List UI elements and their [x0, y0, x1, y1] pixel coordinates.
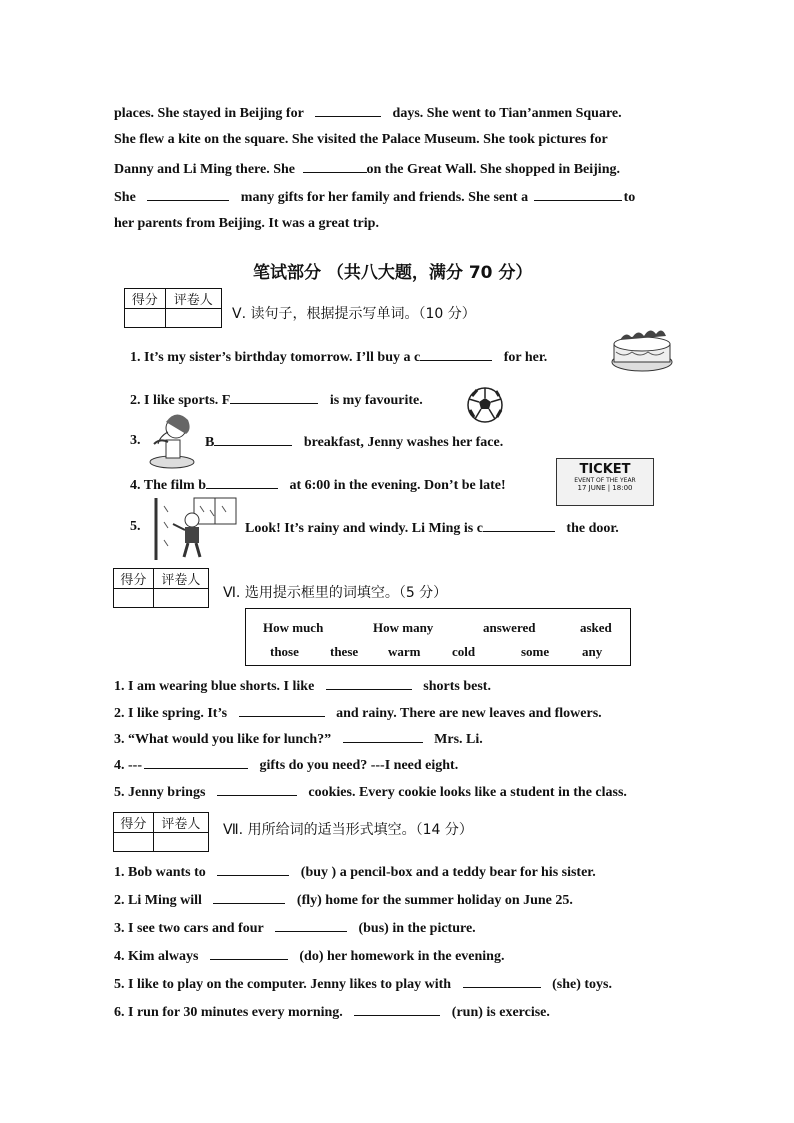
answer-blank[interactable] — [275, 919, 347, 932]
grader-label: 评卷人 — [153, 813, 208, 833]
ticket-date: 17 JUNE | 18:00 — [577, 484, 633, 492]
word-option: How much — [263, 620, 324, 635]
answer-blank[interactable] — [483, 519, 555, 532]
sec7-question-4: 4. Kim always (do) her homework in the evening. — [114, 949, 505, 964]
section-7-title: Ⅶ. 用所给词的适当形式填空。（14 分） — [223, 822, 473, 838]
answer-blank[interactable] — [239, 704, 325, 717]
section-6-title: Ⅵ. 选用提示框里的词填空。（5 分） — [223, 585, 448, 601]
sec7-question-5: 5. I like to play on the computer. Jenny likes to play with (she) toys. — [114, 977, 612, 992]
passage-line-5: her parents from Beijing. It was a great trip. — [114, 216, 379, 231]
answer-blank[interactable] — [213, 891, 285, 904]
sec7-question-3: 3. I see two cars and four (bus) in the picture. — [114, 921, 476, 936]
word-option: How many — [373, 620, 434, 635]
answer-blank[interactable] — [210, 947, 288, 960]
word-option: asked — [580, 620, 612, 635]
soccer-ball-icon — [466, 386, 504, 424]
grader-label: 评卷人 — [165, 289, 221, 309]
grader-cell[interactable] — [153, 589, 208, 608]
sec5-question-2: 2. I like sports. F is my favourite. — [130, 393, 423, 408]
score-box — [113, 812, 209, 852]
score-cell[interactable] — [114, 833, 154, 852]
sec5-question-5-text: Look! It’s rainy and windy. Li Ming is c the door. — [245, 521, 619, 536]
sec6-question-2: 2. I like spring. It’s and rainy. There are new leaves and flowers. — [114, 706, 602, 721]
passage-line-1: places. She stayed in Beijing for days. She went to Tian’anmen Square. — [114, 106, 622, 121]
answer-blank[interactable] — [230, 391, 318, 404]
passage-line-4: She many gifts for her family and friends. She sent a to — [114, 190, 636, 205]
word-option: any — [582, 644, 603, 659]
birthday-cake-icon — [610, 322, 674, 374]
sec7-question-2: 2. Li Ming will (fly) home for the summer holiday on June 25. — [114, 893, 573, 908]
answer-blank[interactable] — [343, 730, 423, 743]
sec5-question-4: 4. The film b at 6:00 in the evening. Don’t be late! — [130, 478, 506, 493]
answer-blank[interactable] — [534, 188, 622, 201]
grader-cell[interactable] — [153, 833, 208, 852]
grader-label: 评卷人 — [153, 569, 208, 589]
score-box — [124, 288, 222, 328]
ticket-title: TICKET — [579, 462, 631, 477]
answer-blank[interactable] — [206, 476, 278, 489]
score-label: 得分 — [114, 813, 154, 833]
score-label: 得分 — [114, 569, 154, 589]
answer-blank[interactable] — [144, 756, 248, 769]
score-label: 得分 — [125, 289, 166, 309]
passage-line-2: She flew a kite on the square. She visited the Palace Museum. She took pictures for — [114, 132, 608, 147]
grader-cell[interactable] — [165, 309, 221, 328]
answer-blank[interactable] — [147, 188, 229, 201]
word-option: these — [330, 644, 359, 659]
sec5-question-3: 3. — [130, 433, 141, 448]
answer-blank[interactable] — [303, 160, 367, 173]
answer-blank[interactable] — [217, 783, 297, 796]
answer-blank[interactable] — [326, 677, 412, 690]
sec6-question-5: 5. Jenny brings cookies. Every cookie looks like a student in the class. — [114, 785, 627, 800]
answer-blank[interactable] — [315, 104, 381, 117]
answer-blank[interactable] — [217, 863, 289, 876]
word-option: those — [270, 644, 299, 659]
sec7-question-1: 1. Bob wants to (buy ) a pencil-box and a teddy bear for his sister. — [114, 865, 596, 880]
score-cell[interactable] — [125, 309, 166, 328]
boy-closing-door-icon — [150, 496, 240, 562]
word-option: answered — [483, 620, 536, 635]
word-bank-box — [245, 608, 631, 666]
answer-blank[interactable] — [214, 433, 292, 446]
answer-blank[interactable] — [354, 1003, 440, 1016]
answer-blank[interactable] — [463, 975, 541, 988]
sec5-question-5: 5. — [130, 519, 141, 534]
answer-blank[interactable] — [420, 348, 492, 361]
sec6-question-3: 3. “What would you like for lunch?” Mrs. Li. — [114, 732, 483, 747]
sec6-question-1: 1. I am wearing blue shorts. I like shorts best. — [114, 679, 491, 694]
score-cell[interactable] — [114, 589, 154, 608]
girl-washing-face-icon — [146, 410, 196, 472]
passage-line-3: Danny and Li Ming there. She on the Great Wall. She shopped in Beijing. — [114, 162, 620, 177]
sec6-question-4: 4. --- gifts do you need? ---I need eight. — [114, 758, 459, 773]
section-5-title: Ⅴ. 读句子，根据提示写单词。（10 分） — [232, 306, 476, 322]
ticket-subtitle: EVENT OF THE YEAR — [574, 477, 636, 484]
page-title: 笔试部分 （共八大题，满分 70 分） — [253, 263, 533, 283]
sec7-question-6: 6. I run for 30 minutes every morning. (run) is exercise. — [114, 1005, 550, 1020]
word-option: cold — [452, 644, 476, 659]
ticket-image — [556, 458, 654, 506]
word-option: warm — [388, 644, 421, 659]
word-option: some — [521, 644, 550, 659]
sec5-question-3-text: B breakfast, Jenny washes her face. — [205, 435, 504, 450]
sec5-question-1: 1. It’s my sister’s birthday tomorrow. I’ll buy a c for her. — [130, 350, 548, 365]
score-box — [113, 568, 209, 608]
